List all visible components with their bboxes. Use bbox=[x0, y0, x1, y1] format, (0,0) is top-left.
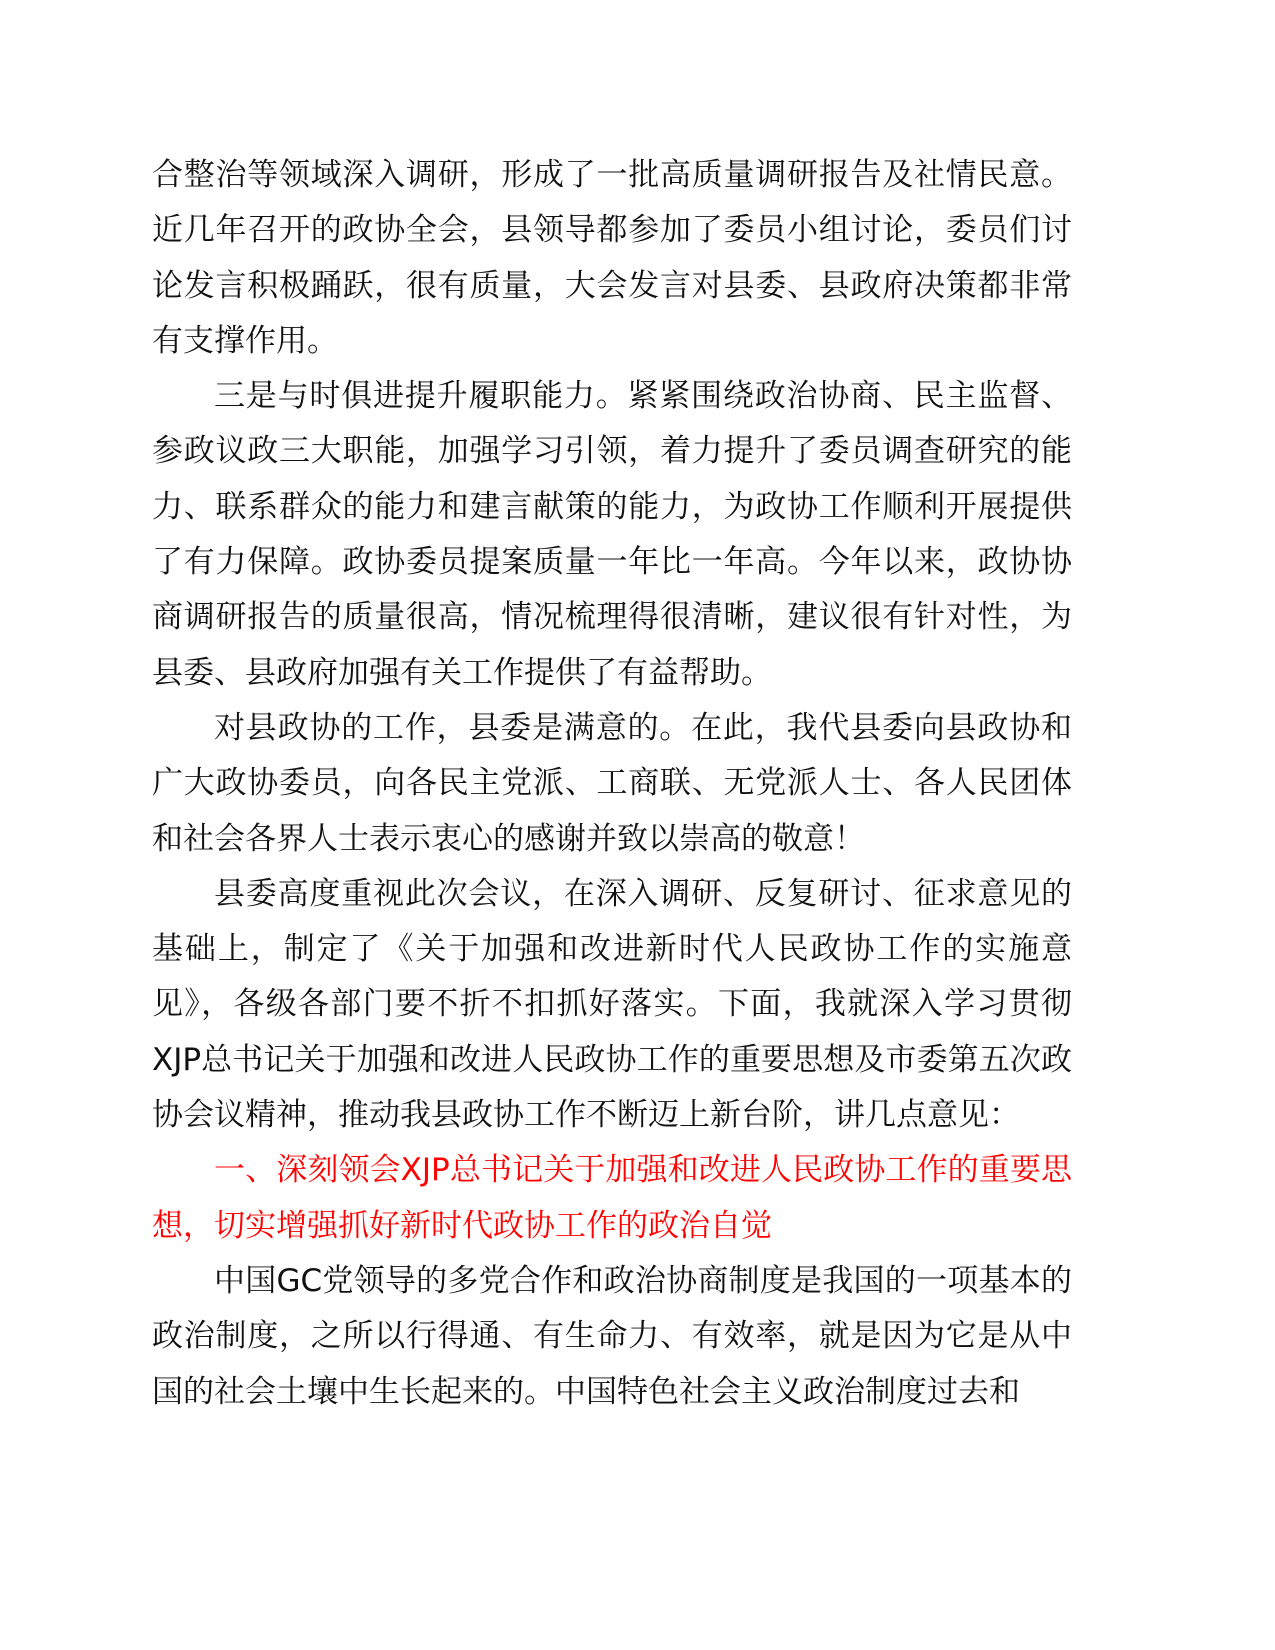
document-page bbox=[152, 148, 1072, 1420]
body-paragraph: 县委高度重视此次会议，在深入调研、反复研讨、征求意见的基础上，制定了《关于加强和改进新时代人民政协工作的实施意见》，各级各部门要不折不扣抓好落实。下面，我就深入学习贯彻XJP总书记关于加强和改进人民政协工作的重要思想及市委第五次政协会议精神，推动我县政协工作不断迈上新台阶，讲几点意见： bbox=[152, 875, 1072, 1134]
body-paragraph: 对县政协的工作，县委是满意的。在此，我代县委向县政协和广大政协委员，向各民主党派、工商联、无党派人士、各人民团体和社会各界人士表示衷心的感谢并致以崇高的敬意！ bbox=[152, 709, 1072, 857]
body-paragraph: 三是与时俱进提升履职能力。紧紧围绕政治协商、民主监督、参政议政三大职能，加强学习引领，着力提升了委员调查研究的能力、联系群众的能力和建言献策的能力，为政协工作顺利开展提供了有力保障。政协委员提案质量一年比一年高。今年以来，政协协商调研报告的质量很高，情况梳理得很清晰，建议很有针对性，为县委、县政府加强有关工作提供了有益帮助。 bbox=[152, 378, 1072, 691]
body-paragraph: 中国GC党领导的多党合作和政治协商制度是我国的一项基本的政治制度，之所以行得通、有生命力、有效率，就是因为它是从中国的社会土壤中生长起来的。中国特色社会主义政治制度过去和 bbox=[152, 1262, 1072, 1410]
section-heading: 一、深刻领会XJP总书记关于加强和改进人民政协工作的重要思想，切实增强抓好新时代政协工作的政治自觉 bbox=[152, 1152, 1072, 1244]
body-paragraph: 合整治等领域深入调研，形成了一批高质量调研报告及社情民意。近几年召开的政协全会，县领导都参加了委员小组讨论，委员们讨论发言积极踊跃，很有质量，大会发言对县委、县政府决策都非常有支撑作用。 bbox=[152, 157, 1072, 359]
